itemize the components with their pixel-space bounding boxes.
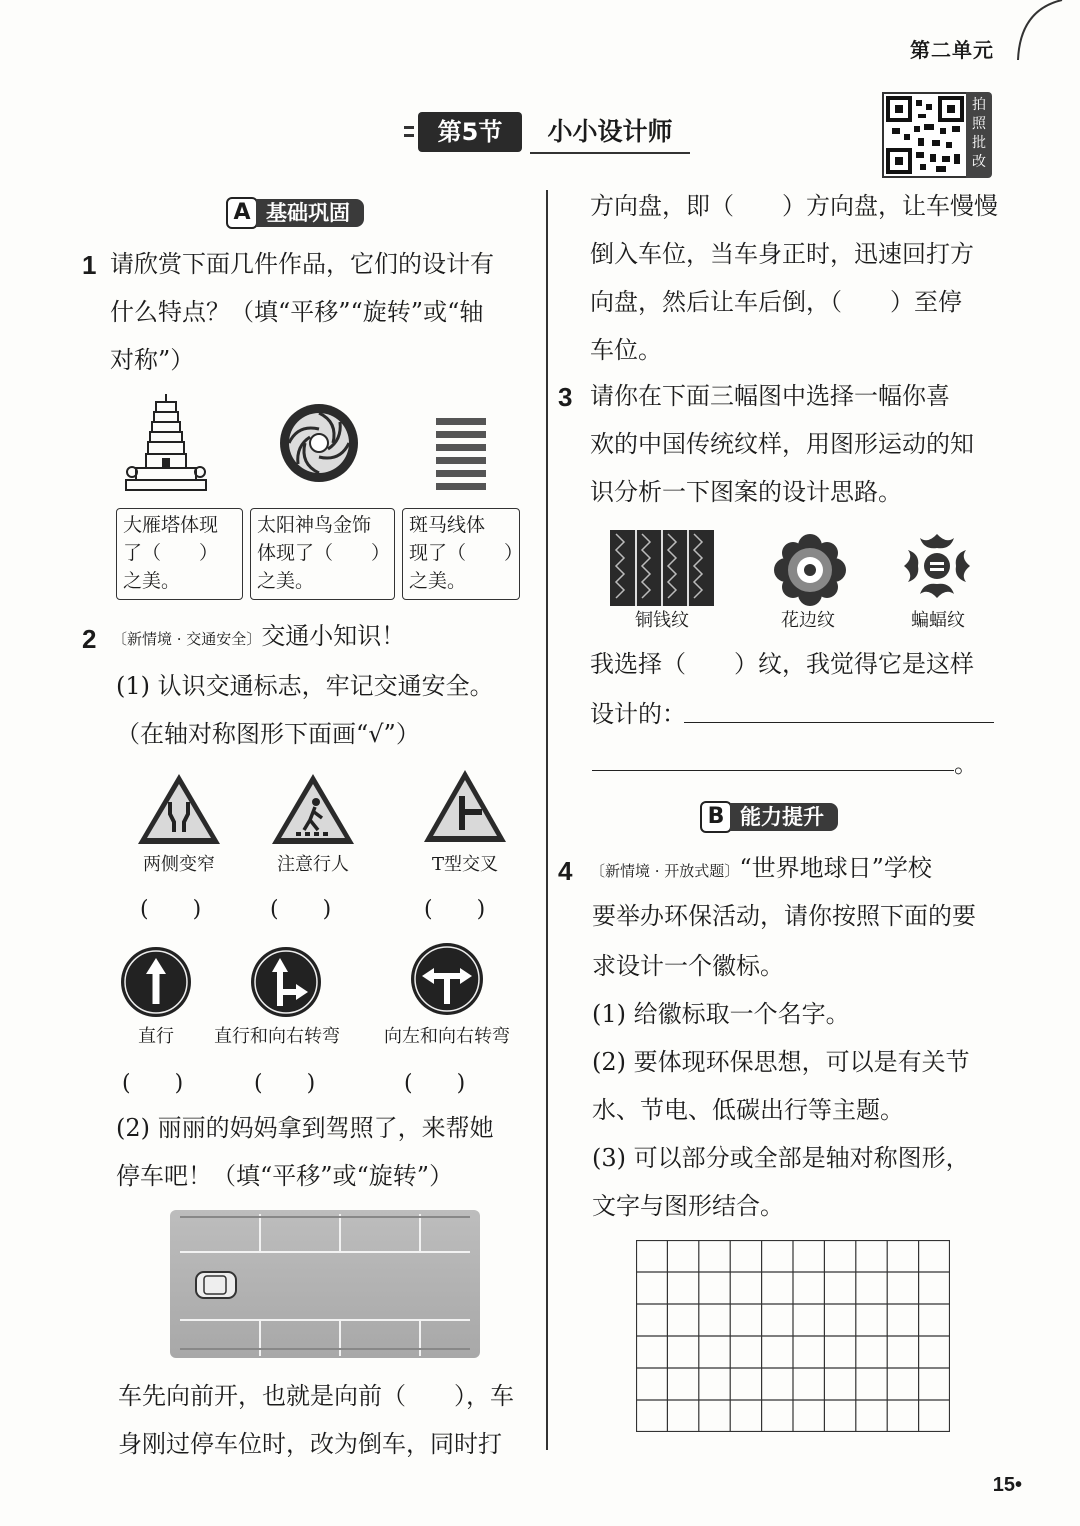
question-4-line-5: (2) 要体现环保思想，可以是有关节 xyxy=(592,1048,970,1076)
section-number: 第5节 xyxy=(418,112,522,152)
answer-blank[interactable]: ( ) xyxy=(122,1071,184,1096)
box-text[interactable]: 体现了（ ） xyxy=(257,542,391,564)
question-2-part1-line-2: （在轴对称图形下面画“√”） xyxy=(116,720,420,748)
photo-correction-tag[interactable]: 拍照批改 xyxy=(966,92,992,178)
question-3-line-3: 识分析一下图案的设计思路。 xyxy=(590,478,902,506)
box-text: 之美。 xyxy=(257,570,315,592)
question-2-answer-line-1: 车先向前开，也就是向前（ ），车 xyxy=(118,1382,514,1410)
answer-box-sun-bird xyxy=(250,508,395,600)
section-b-badge xyxy=(700,802,838,832)
question-4-line-1: “世界地球日”学校 xyxy=(739,854,932,882)
pagoda-illustration xyxy=(124,392,208,494)
sign-caption: T型交叉 xyxy=(431,854,498,875)
bat-pattern-illustration xyxy=(900,530,974,602)
logo-design-grid[interactable] xyxy=(636,1240,950,1432)
pattern-caption: 铜钱纹 xyxy=(635,610,689,631)
parking-diagram xyxy=(170,1210,480,1358)
question-4-line-3: 求设计一个徽标。 xyxy=(592,952,784,980)
box-text[interactable]: 现了（ ） xyxy=(409,542,524,564)
question-3-number: 3 xyxy=(558,382,573,412)
qr-code-icon[interactable] xyxy=(882,92,968,178)
question-4-line-6: 水、节电、低碳出行等主题。 xyxy=(592,1096,904,1124)
box-text: 斑马线体 xyxy=(409,514,486,536)
box-text: 之美。 xyxy=(123,570,181,592)
question-2-number: 2 xyxy=(82,624,97,654)
section-b-letter: B xyxy=(700,801,732,833)
question-2-answer-line-2: 身刚过停车位时，改为倒车，同时打 xyxy=(118,1430,502,1458)
answer-blank[interactable]: ( ) xyxy=(140,897,202,922)
copper-coin-pattern-illustration xyxy=(610,530,714,606)
question-4-line-4: (1) 给徽标取一个名字。 xyxy=(592,1000,850,1028)
answer-blank[interactable]: ( ) xyxy=(270,897,332,922)
question-2-part2-line-2: 停车吧！（填“平移”或“旋转”） xyxy=(116,1162,454,1190)
question-2-tag: 〔新情境 · 交通安全〕 xyxy=(112,630,262,648)
sign-caption: 直行和向右转弯 xyxy=(214,1026,340,1047)
sign-caption: 注意行人 xyxy=(277,854,349,875)
box-text[interactable]: 了（ ） xyxy=(123,542,219,564)
straight-and-right-turn-sign-icon xyxy=(250,946,322,1018)
question-1-number: 1 xyxy=(82,250,97,280)
answer-underline[interactable] xyxy=(684,722,994,723)
question-1-line-1: 请欣赏下面几件作品，它们的设计有 xyxy=(110,250,494,278)
pedestrian-sign-icon xyxy=(270,772,356,846)
question-3-answer-line[interactable]: 我选择（ ）纹，我觉得它是这样 xyxy=(590,650,974,678)
section-a-badge xyxy=(226,198,364,228)
narrow-road-sign-icon xyxy=(136,772,222,846)
zebra-crossing-illustration xyxy=(436,418,486,490)
page-number-text: 15 xyxy=(992,1474,1015,1496)
dash-icon xyxy=(404,124,418,142)
pattern-caption: 蝙蝠纹 xyxy=(911,610,965,631)
lace-pattern-illustration xyxy=(772,532,848,608)
continuation-line-4: 车位。 xyxy=(590,336,662,364)
section-b-label: 能力提升 xyxy=(730,803,838,831)
box-text: 大雁塔体现 xyxy=(123,514,219,536)
answer-box-pagoda xyxy=(116,508,243,600)
question-3-line-2: 欢的中国传统纹样，用图形运动的知 xyxy=(590,430,974,458)
question-1-line-2: 什么特点？（填“平移”“旋转”或“轴 xyxy=(110,298,484,326)
left-and-right-turn-sign-icon xyxy=(410,942,484,1016)
continuation-line-1: 方向盘，即（ ）方向盘，让车慢慢 xyxy=(590,192,998,220)
answer-blank[interactable]: ( ) xyxy=(254,1071,316,1096)
question-3-design-label: 设计的： xyxy=(590,700,686,728)
page-number: 15• xyxy=(992,1474,1022,1496)
question-4-line-2: 要举办环保活动，请你按照下面的要 xyxy=(592,902,976,930)
question-2-part1-line-1: (1) 认识交通标志，牢记交通安全。 xyxy=(116,672,494,700)
question-3-line-1: 请你在下面三幅图中选择一幅你喜 xyxy=(590,382,950,410)
page-corner-decoration xyxy=(1000,0,1080,60)
box-text: 太阳神鸟金饰 xyxy=(257,514,372,536)
question-1-line-3: 对称”） xyxy=(110,346,195,374)
question-4-line-7: (3) 可以部分或全部是轴对称图形， xyxy=(592,1144,970,1172)
unit-label: 第二单元 xyxy=(910,38,994,62)
parking-lot-photo xyxy=(170,1210,480,1358)
section-a-label: 基础巩固 xyxy=(256,199,364,227)
sun-bird-gold-illustration xyxy=(278,402,360,484)
section-title: 小小设计师 xyxy=(530,112,690,154)
question-4-heading xyxy=(590,844,932,895)
question-2-title: 交通小知识！ xyxy=(261,622,406,650)
answer-blank[interactable]: ( ) xyxy=(404,1071,466,1096)
box-text: 之美。 xyxy=(409,570,467,592)
sign-caption: 向左和向右转弯 xyxy=(384,1026,510,1047)
pattern-caption: 花边纹 xyxy=(781,610,835,631)
question-4-number: 4 xyxy=(558,856,573,886)
answer-period: 。 xyxy=(954,750,978,778)
question-2-part2-line-1: (2) 丽丽的妈妈拿到驾照了，来帮她 xyxy=(116,1114,494,1142)
answer-blank[interactable]: ( ) xyxy=(424,897,486,922)
question-4-tag: 〔新情境 · 开放式题〕 xyxy=(590,862,740,880)
section-a-letter: A xyxy=(226,197,258,229)
t-junction-sign-icon xyxy=(422,768,508,844)
question-4-line-8: 文字与图形结合。 xyxy=(592,1192,784,1220)
column-divider xyxy=(546,190,548,1450)
question-2-heading xyxy=(112,612,405,663)
answer-underline[interactable] xyxy=(592,770,954,771)
sign-caption: 两侧变窄 xyxy=(143,854,215,875)
continuation-line-3: 向盘，然后让车后倒，（ ）至停 xyxy=(590,288,962,316)
sign-caption: 直行 xyxy=(138,1026,174,1047)
answer-box-zebra xyxy=(402,508,524,600)
continuation-line-2: 倒入车位，当车身正时，迅速回打方 xyxy=(590,240,974,268)
straight-ahead-sign-icon xyxy=(120,946,192,1018)
